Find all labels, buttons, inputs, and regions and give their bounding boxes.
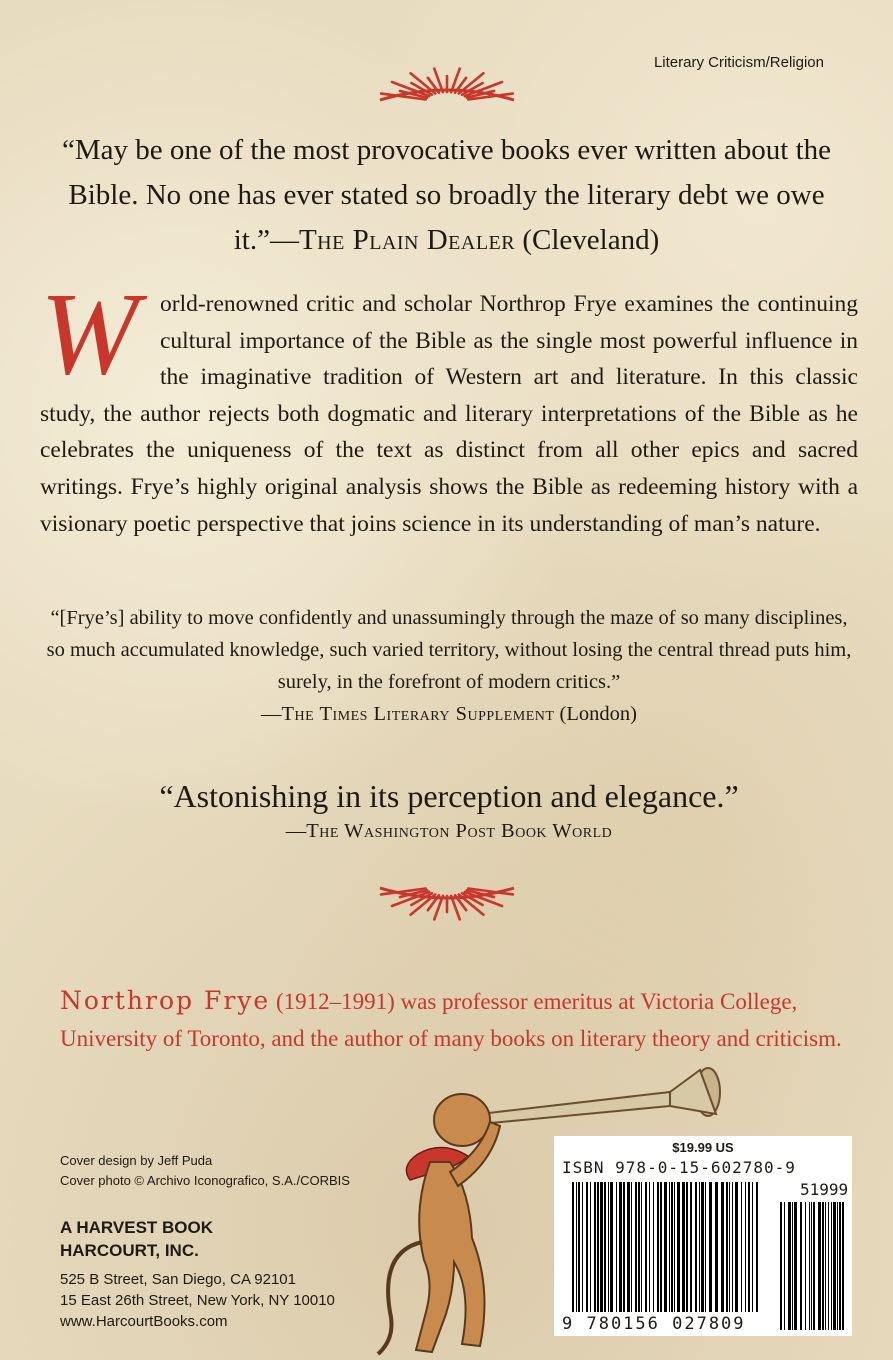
barcode-bars [554,1136,852,1336]
publisher-address [60,1269,400,1332]
quote-dash: — [285,820,307,842]
sunburst-ornament-top [372,60,522,108]
quote-location: (London) [554,703,637,725]
quote-source: The Times Literary Supplement [281,703,555,725]
author-name: Northrop Frye [60,986,271,1015]
quote-plain-dealer [40,128,853,263]
address-line-1: 525 B Street, San Diego, CA 92101 [60,1271,296,1288]
quote-source: The Washington Post Book World [306,820,613,842]
bio-text: (1912–1991) was professor emeritus at Victoria College, University of Toronto, and the author of many books on literary theory and criticism. [60,989,842,1051]
description-text: orld-renowned critic and scholar Northrop Frye examines the continuing cultural importance of the Bible as the single most powerful influence in the imaginative tradition of Western art and literature. In this classic study, the author rejects both dogmatic and literary interpretations of the Bible as he celebrates the uniqueness of the text as distinct from all other epics and sacred writings. Frye’s highly original analysis shows the Bible as redeeming history with a visionary poetic perspective that joins science in its understanding of man’s nature. [40,291,858,537]
quote-location: (Cleveland) [515,224,660,256]
quote-dash: — [261,703,282,725]
isbn-text: ISBN 978-0-15-602780-9 [562,1158,796,1177]
author-bio [60,982,850,1057]
quote-times-literary [40,602,858,730]
publisher-website: www.HarcourtBooks.com [60,1313,228,1330]
quote-source: The Plain Dealer [298,224,516,256]
publisher-imprint: A HARVEST BOOK [60,1218,214,1237]
publisher-name: HARCOURT, INC. [60,1241,199,1260]
address-line-2: 15 East 26th Street, New York, NY 10010 [60,1292,335,1309]
dropcap: W [40,268,139,399]
price-label: $19.99 US [672,1140,734,1155]
quote-text: “[Frye’s] ability to move confidently and unassumingly through the maze of so many disciplines, so much accumulated knowledge, such varied territory, without losing the central thread puts him, surely, in the forefront of modern critics.” [46,607,852,693]
photo-credit: Cover photo © Archivo Iconografico, S.A./CORBIS [60,1173,350,1188]
design-credit: Cover design by Jeff Puda [60,1153,213,1168]
price-addon-code: 51999 [800,1180,849,1199]
quote-text: “Astonishing in its perception and elegance.” [159,778,739,814]
category-label: Literary Criticism/Religion [653,54,824,71]
sunburst-ornament-bottom [372,880,522,928]
cover-credits [60,1151,400,1191]
description [40,268,858,542]
quote-washington-post [40,776,858,846]
publisher-block [60,1216,400,1262]
barcode-panel [554,1136,852,1336]
ean-digits: 9 780156 027809 [562,1314,746,1334]
quote-text: “May be one of the most provocative books ever written about the Bible. No one has ever stated so broadly the literary debt we owe it.”— [61,134,832,256]
